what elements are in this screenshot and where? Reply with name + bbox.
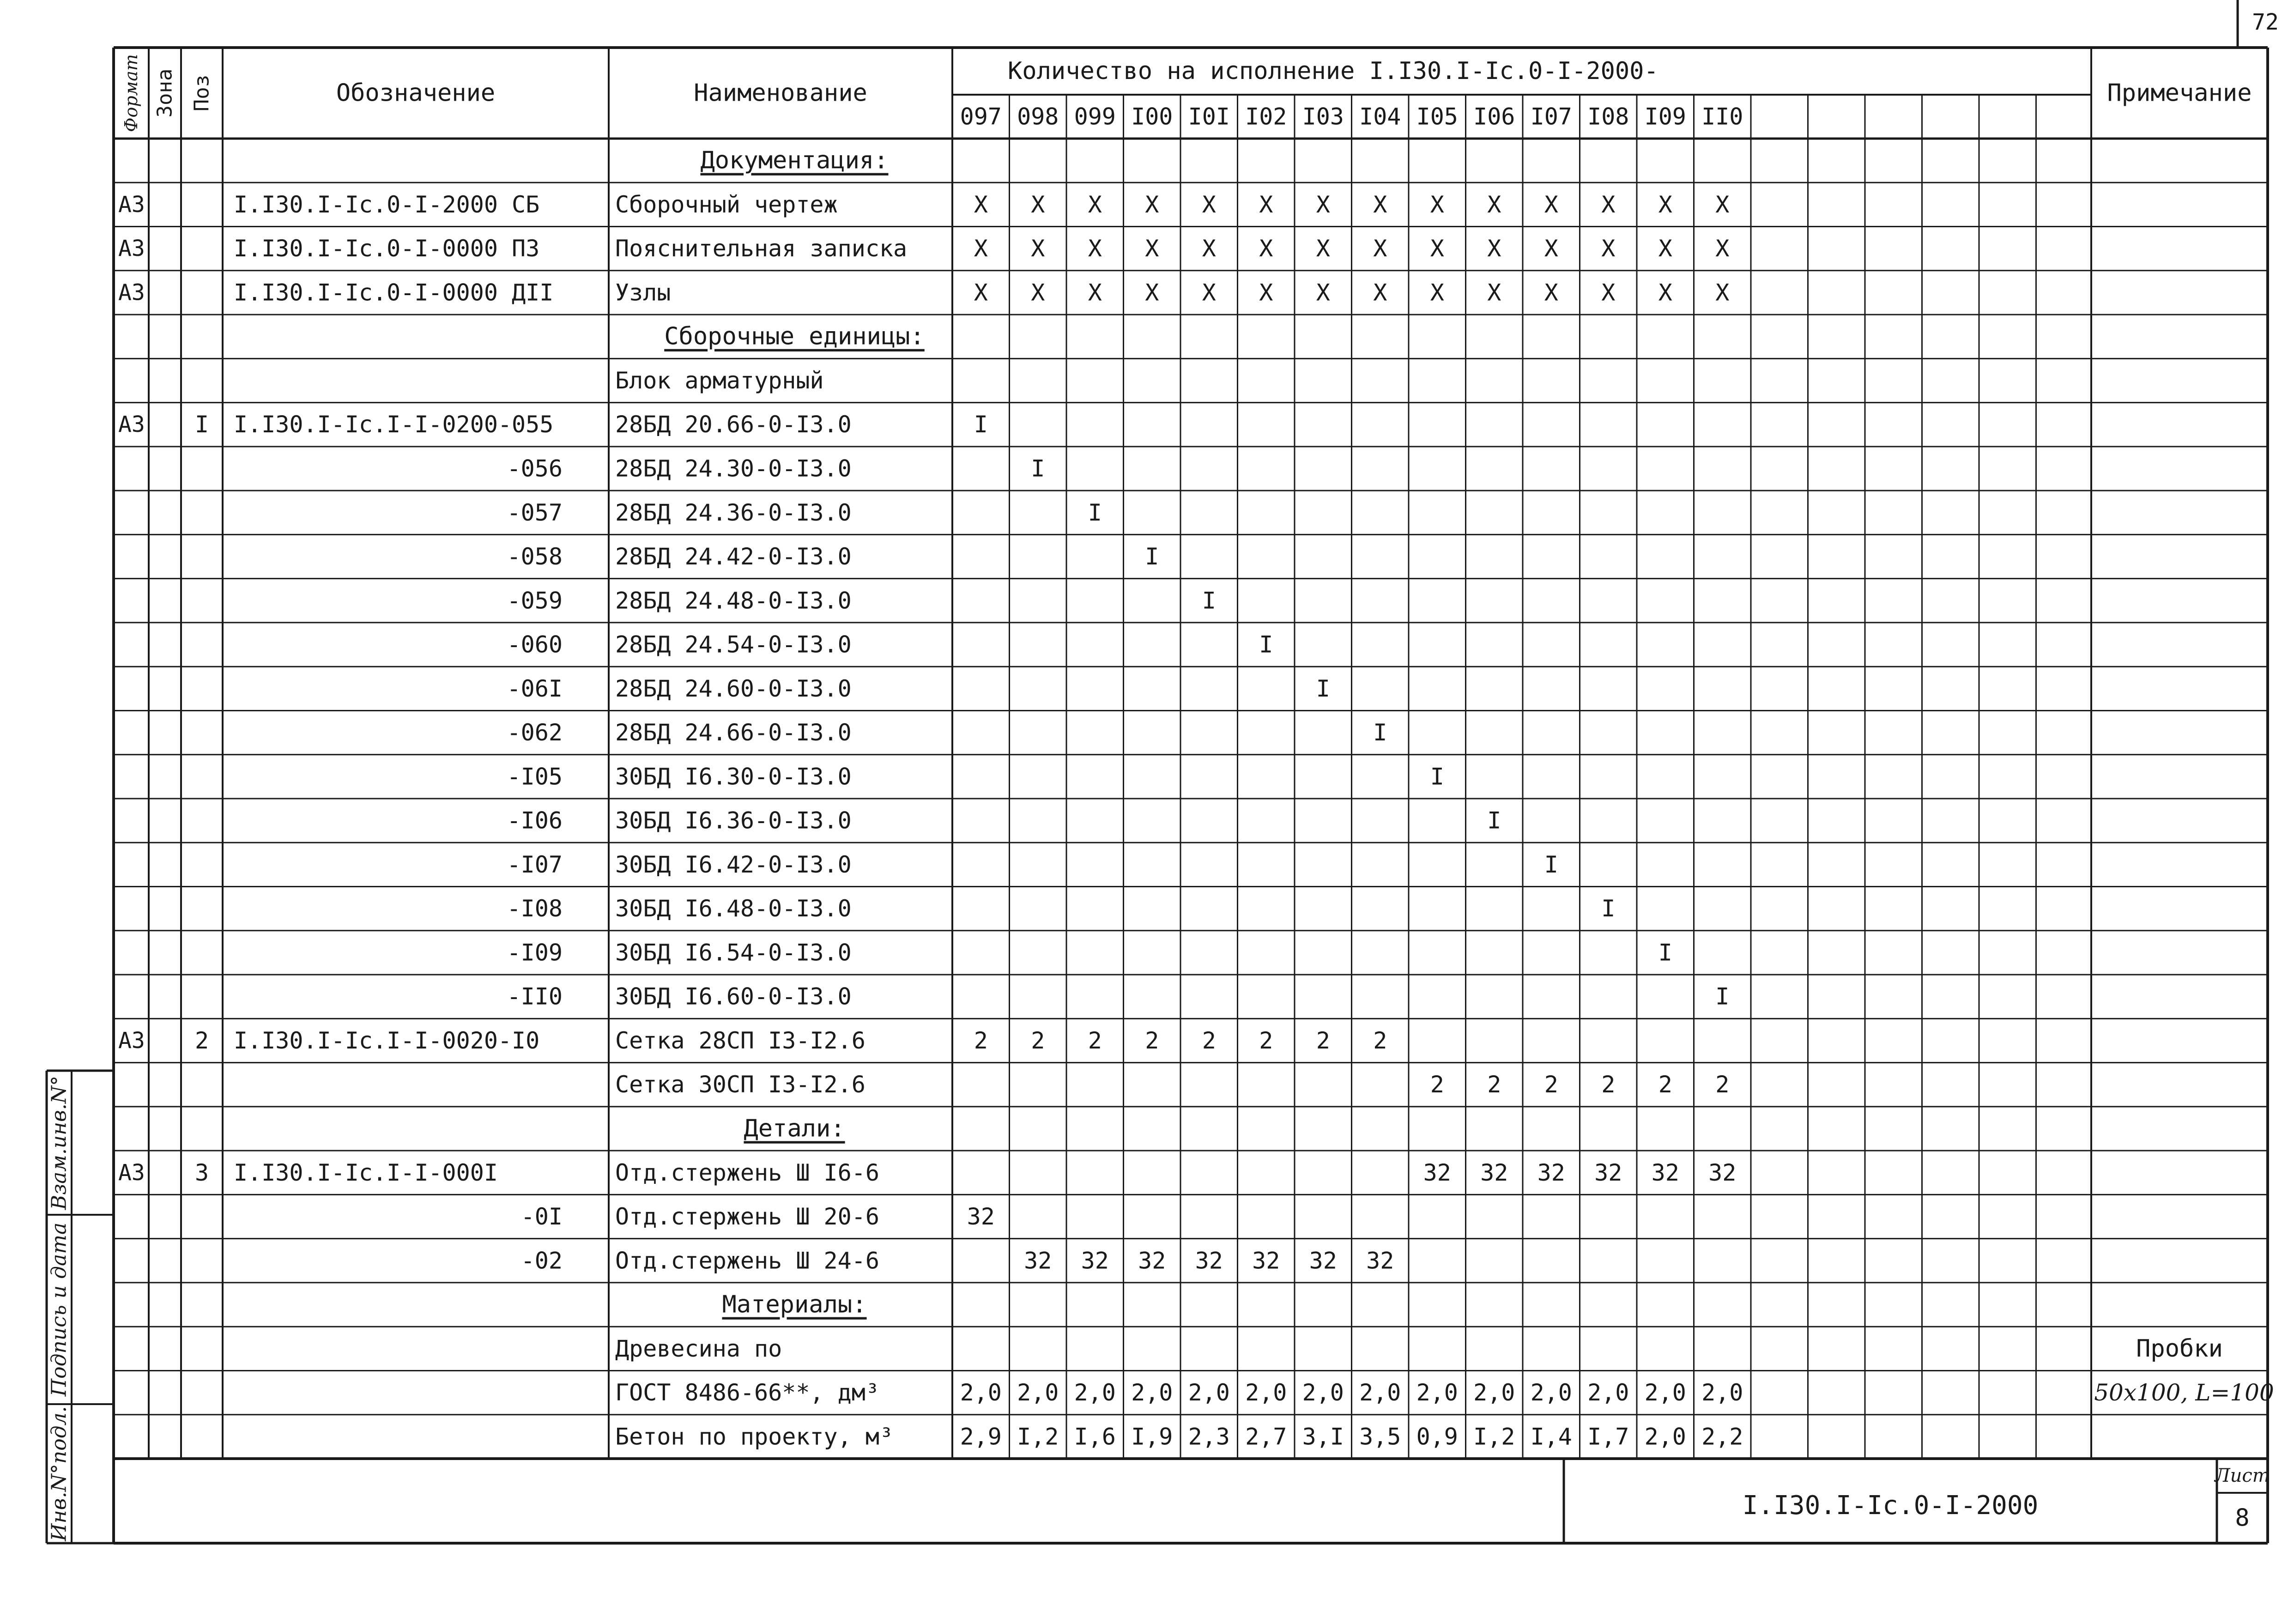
row-name: Пояснительная записка bbox=[615, 235, 908, 262]
quantity-cell: X bbox=[1088, 235, 1102, 262]
row-designation: -I06 bbox=[507, 807, 563, 834]
quantity-cell: 32 bbox=[1594, 1159, 1622, 1186]
quantity-cell: 2,0 bbox=[1416, 1379, 1458, 1406]
quantity-cell: X bbox=[1088, 279, 1102, 306]
quantity-cell: I bbox=[1601, 895, 1616, 922]
row-name: 28БД 24.66-0-I3.0 bbox=[615, 719, 852, 746]
variant-label: I04 bbox=[1359, 103, 1401, 130]
quantity-cell: 32 bbox=[967, 1203, 995, 1230]
header-designation: Обозначение bbox=[336, 79, 496, 107]
quantity-cell: X bbox=[1658, 191, 1672, 218]
quantity-cell: 2,0 bbox=[1302, 1379, 1344, 1406]
row-designation: -06I bbox=[507, 675, 563, 702]
variant-label: I07 bbox=[1530, 103, 1572, 130]
variant-label: I06 bbox=[1473, 103, 1515, 130]
row-name: Отд.стержень Ш 20-6 bbox=[615, 1203, 879, 1230]
quantity-cell: I bbox=[1316, 675, 1330, 702]
side-stamp-label: Взам.инв.N° bbox=[47, 1075, 71, 1210]
quantity-cell: 32 bbox=[1081, 1247, 1109, 1274]
row-designation: -0I bbox=[521, 1203, 563, 1230]
quantity-cell: 32 bbox=[1138, 1247, 1166, 1274]
section-heading: Сборочные единицы: bbox=[664, 322, 925, 351]
row-name: 30БД I6.36-0-I3.0 bbox=[615, 807, 852, 834]
quantity-cell: X bbox=[974, 235, 988, 262]
quantity-cell: X bbox=[1715, 279, 1730, 306]
quantity-cell: X bbox=[1031, 235, 1045, 262]
quantity-cell: X bbox=[1202, 191, 1216, 218]
quantity-cell: 2 bbox=[1601, 1071, 1616, 1098]
quantity-cell: X bbox=[1031, 279, 1045, 306]
quantity-cell: X bbox=[1316, 191, 1330, 218]
quantity-cell: 2 bbox=[1088, 1027, 1102, 1054]
row-name: 28БД 24.54-0-I3.0 bbox=[615, 631, 852, 658]
page-number: 72 bbox=[2252, 9, 2279, 35]
quantity-cell: I bbox=[1715, 983, 1730, 1010]
quantity-cell: 2 bbox=[1202, 1027, 1216, 1054]
row-designation: I.I30.I-Ic.0-I-0000 ПЗ bbox=[234, 235, 540, 262]
quantity-cell: X bbox=[1202, 235, 1216, 262]
quantity-cell: X bbox=[1259, 235, 1273, 262]
header-format: Формат bbox=[121, 54, 141, 132]
quantity-cell: 2,3 bbox=[1188, 1423, 1230, 1450]
quantity-cell: 2 bbox=[1430, 1071, 1444, 1098]
quantity-cell: I bbox=[1259, 631, 1273, 658]
quantity-cell: X bbox=[1544, 191, 1558, 218]
sheet-label: Лист bbox=[2215, 1465, 2270, 1486]
row-pos: I bbox=[194, 411, 209, 438]
variant-label: I02 bbox=[1245, 103, 1287, 130]
variant-label: 098 bbox=[1017, 103, 1059, 130]
row-designation: -062 bbox=[507, 719, 563, 746]
quantity-cell: X bbox=[1373, 191, 1387, 218]
quantity-cell: 3,5 bbox=[1359, 1423, 1401, 1450]
row-name: 28БД 24.30-0-I3.0 bbox=[615, 455, 852, 482]
row-designation: -059 bbox=[507, 587, 563, 614]
quantity-cell: X bbox=[1088, 191, 1102, 218]
row-designation: -I05 bbox=[507, 763, 563, 790]
row-name: 28БД 24.48-0-I3.0 bbox=[615, 587, 852, 614]
side-stamp-label: Подпись и дата bbox=[47, 1222, 71, 1397]
quantity-cell: 2,0 bbox=[1644, 1423, 1686, 1450]
row-designation: I.I30.I-Ic.I-I-0020-I0 bbox=[234, 1027, 540, 1054]
quantity-cell: I,2 bbox=[1017, 1423, 1059, 1450]
quantity-cell: I bbox=[1487, 807, 1501, 834]
row-designation: -I07 bbox=[507, 851, 563, 878]
quantity-cell: 32 bbox=[1537, 1159, 1565, 1186]
quantity-cell: X bbox=[1658, 279, 1672, 306]
quantity-cell: 2,0 bbox=[1188, 1379, 1230, 1406]
variant-label: I0I bbox=[1188, 103, 1230, 130]
row-name: 30БД I6.48-0-I3.0 bbox=[615, 895, 852, 922]
row-name: Блок арматурный bbox=[615, 367, 824, 394]
quantity-cell: 2,0 bbox=[1017, 1379, 1059, 1406]
quantity-cell: 2 bbox=[1316, 1027, 1330, 1054]
quantity-cell: 32 bbox=[1708, 1159, 1737, 1186]
quantity-cell: I bbox=[1031, 455, 1045, 482]
row-pos: 3 bbox=[194, 1159, 209, 1186]
quantity-cell: X bbox=[1601, 235, 1616, 262]
quantity-cell: X bbox=[1715, 235, 1730, 262]
quantity-cell: X bbox=[1145, 279, 1159, 306]
row-designation: I.I30.I-Ic.I-I-000I bbox=[234, 1159, 498, 1186]
row-name: 28БД 24.60-0-I3.0 bbox=[615, 675, 852, 702]
quantity-cell: 2,0 bbox=[1530, 1379, 1572, 1406]
variant-label: I00 bbox=[1131, 103, 1173, 130]
quantity-cell: I bbox=[1658, 939, 1672, 966]
header-pos: Поз bbox=[190, 74, 214, 112]
row-format: А3 bbox=[118, 236, 145, 262]
quantity-cell: X bbox=[1430, 279, 1444, 306]
row-format: А3 bbox=[118, 412, 145, 438]
quantity-cell: X bbox=[1487, 191, 1501, 218]
variant-label: I05 bbox=[1416, 103, 1458, 130]
quantity-cell: X bbox=[1658, 235, 1672, 262]
row-name: 30БД I6.54-0-I3.0 bbox=[615, 939, 852, 966]
quantity-cell: X bbox=[1259, 279, 1273, 306]
quantity-cell: I,4 bbox=[1530, 1423, 1572, 1450]
variant-label: I08 bbox=[1587, 103, 1629, 130]
row-designation: I.I30.I-Ic.I-I-0200-055 bbox=[234, 411, 554, 438]
row-designation: -056 bbox=[507, 455, 563, 482]
quantity-cell: X bbox=[1601, 191, 1616, 218]
variant-label: 097 bbox=[960, 103, 1002, 130]
quantity-cell: X bbox=[1601, 279, 1616, 306]
quantity-cell: I bbox=[1088, 499, 1102, 526]
quantity-cell: 0,9 bbox=[1416, 1423, 1458, 1450]
quantity-cell: 32 bbox=[1024, 1247, 1052, 1274]
quantity-cell: I,6 bbox=[1074, 1423, 1116, 1450]
row-name: Узлы bbox=[615, 279, 671, 306]
quantity-cell: X bbox=[1373, 279, 1387, 306]
quantity-cell: 2,9 bbox=[960, 1423, 1002, 1450]
row-name: ГОСТ 8486-66**, дм³ bbox=[615, 1379, 879, 1406]
row-designation: I.I30.I-Ic.0-I-0000 ДII bbox=[234, 279, 554, 306]
quantity-cell: X bbox=[1031, 191, 1045, 218]
quantity-cell: X bbox=[1544, 235, 1558, 262]
row-name: 30БД I6.60-0-I3.0 bbox=[615, 983, 852, 1010]
quantity-cell: X bbox=[1373, 235, 1387, 262]
quantity-cell: 2,0 bbox=[1245, 1379, 1287, 1406]
quantity-cell: 2,7 bbox=[1245, 1423, 1287, 1450]
section-heading: Материалы: bbox=[722, 1291, 867, 1319]
quantity-cell: X bbox=[1715, 191, 1730, 218]
quantity-cell: 32 bbox=[1252, 1247, 1280, 1274]
quantity-cell: 3,I bbox=[1302, 1423, 1344, 1450]
row-name: Сетка 30СП I3-I2.6 bbox=[615, 1071, 866, 1098]
quantity-cell: I,2 bbox=[1473, 1423, 1515, 1450]
quantity-cell: X bbox=[1259, 191, 1273, 218]
row-designation: -I08 bbox=[507, 895, 563, 922]
quantity-cell: X bbox=[1487, 235, 1501, 262]
variant-label: I09 bbox=[1644, 103, 1686, 130]
side-stamp-label: Инв.N°подл. bbox=[47, 1406, 71, 1541]
header-quantity-title: Количество на исполнение I.I30.I-Ic.0-I-2000- bbox=[1008, 57, 1658, 85]
quantity-cell: I bbox=[1430, 763, 1444, 790]
quantity-cell: 32 bbox=[1309, 1247, 1337, 1274]
quantity-cell: 2 bbox=[974, 1027, 988, 1054]
quantity-cell: 32 bbox=[1651, 1159, 1679, 1186]
quantity-cell: 2,0 bbox=[1644, 1379, 1686, 1406]
row-designation: -057 bbox=[507, 499, 563, 526]
row-format: А3 bbox=[118, 1027, 145, 1054]
quantity-cell: X bbox=[1430, 235, 1444, 262]
quantity-cell: 32 bbox=[1366, 1247, 1394, 1274]
row-designation: -060 bbox=[507, 631, 563, 658]
row-name: 30БД I6.30-0-I3.0 bbox=[615, 763, 852, 790]
section-heading: Детали: bbox=[744, 1115, 845, 1143]
row-designation: -I09 bbox=[507, 939, 563, 966]
quantity-cell: 32 bbox=[1423, 1159, 1451, 1186]
quantity-cell: I,7 bbox=[1587, 1423, 1629, 1450]
row-designation: -02 bbox=[521, 1247, 563, 1274]
section-heading: Документация: bbox=[700, 146, 889, 175]
header-zone: Зона bbox=[153, 68, 177, 118]
quantity-cell: X bbox=[1544, 279, 1558, 306]
row-name: 28БД 24.36-0-I3.0 bbox=[615, 499, 852, 526]
quantity-cell: I bbox=[1145, 543, 1159, 570]
row-designation: I.I30.I-Ic.0-I-2000 СБ bbox=[234, 191, 540, 218]
row-format: А3 bbox=[118, 191, 145, 218]
quantity-cell: 2,0 bbox=[1074, 1379, 1116, 1406]
row-name: 28БД 20.66-0-I3.0 bbox=[615, 411, 852, 438]
variant-label: 099 bbox=[1074, 103, 1116, 130]
quantity-cell: 2 bbox=[1031, 1027, 1045, 1054]
quantity-cell: X bbox=[1202, 279, 1216, 306]
quantity-cell: I bbox=[1544, 851, 1558, 878]
quantity-cell: 2,2 bbox=[1701, 1423, 1743, 1450]
row-name: Древесина по bbox=[615, 1335, 782, 1362]
row-name: Отд.стержень Ш I6-6 bbox=[615, 1159, 879, 1186]
quantity-cell: 2,0 bbox=[1587, 1379, 1629, 1406]
quantity-cell: 2 bbox=[1145, 1027, 1159, 1054]
quantity-cell: 2,0 bbox=[1473, 1379, 1515, 1406]
quantity-cell: X bbox=[1145, 235, 1159, 262]
quantity-cell: 2,0 bbox=[1131, 1379, 1173, 1406]
header-note: Примечание bbox=[2107, 79, 2252, 107]
quantity-cell: 2 bbox=[1544, 1071, 1558, 1098]
quantity-cell: 2 bbox=[1373, 1027, 1387, 1054]
row-format: А3 bbox=[118, 279, 145, 306]
row-designation: -058 bbox=[507, 543, 563, 570]
quantity-cell: 2 bbox=[1487, 1071, 1501, 1098]
row-name: Отд.стержень Ш 24-6 bbox=[615, 1247, 879, 1274]
quantity-cell: I bbox=[1373, 719, 1387, 746]
quantity-cell: 32 bbox=[1480, 1159, 1508, 1186]
title-designation: I.I30.I-Ic.0-I-2000 bbox=[1742, 1491, 2039, 1521]
quantity-cell: 2,0 bbox=[960, 1379, 1002, 1406]
quantity-cell: 2 bbox=[1259, 1027, 1273, 1054]
quantity-cell: X bbox=[974, 191, 988, 218]
row-pos: 2 bbox=[194, 1027, 209, 1054]
quantity-cell: I bbox=[1202, 587, 1216, 614]
quantity-cell: X bbox=[1316, 235, 1330, 262]
quantity-cell: X bbox=[1316, 279, 1330, 306]
quantity-cell: 32 bbox=[1195, 1247, 1223, 1274]
header-name: Наименование bbox=[694, 79, 867, 107]
quantity-cell: 2 bbox=[1715, 1071, 1730, 1098]
variant-label: II0 bbox=[1701, 103, 1743, 130]
quantity-cell: I bbox=[974, 411, 988, 438]
quantity-cell: 2 bbox=[1658, 1071, 1672, 1098]
quantity-cell: X bbox=[974, 279, 988, 306]
row-note: Пробки bbox=[2136, 1334, 2223, 1363]
row-note: 50x100, L=100 bbox=[2094, 1379, 2274, 1406]
variant-label: I03 bbox=[1302, 103, 1344, 130]
row-designation: -II0 bbox=[507, 983, 563, 1010]
quantity-cell: X bbox=[1430, 191, 1444, 218]
row-name: Бетон по проекту, м³ bbox=[615, 1423, 894, 1450]
sheet-number: 8 bbox=[2235, 1504, 2250, 1532]
quantity-cell: 2,0 bbox=[1359, 1379, 1401, 1406]
quantity-cell: I,9 bbox=[1131, 1423, 1173, 1450]
row-name: 30БД I6.42-0-I3.0 bbox=[615, 851, 852, 878]
row-name: 28БД 24.42-0-I3.0 bbox=[615, 543, 852, 570]
quantity-cell: X bbox=[1145, 191, 1159, 218]
row-name: Сборочный чертеж bbox=[615, 191, 838, 218]
quantity-cell: X bbox=[1487, 279, 1501, 306]
row-format: А3 bbox=[118, 1159, 145, 1186]
row-name: Сетка 28СП I3-I2.6 bbox=[615, 1027, 866, 1054]
quantity-cell: 2,0 bbox=[1701, 1379, 1743, 1406]
